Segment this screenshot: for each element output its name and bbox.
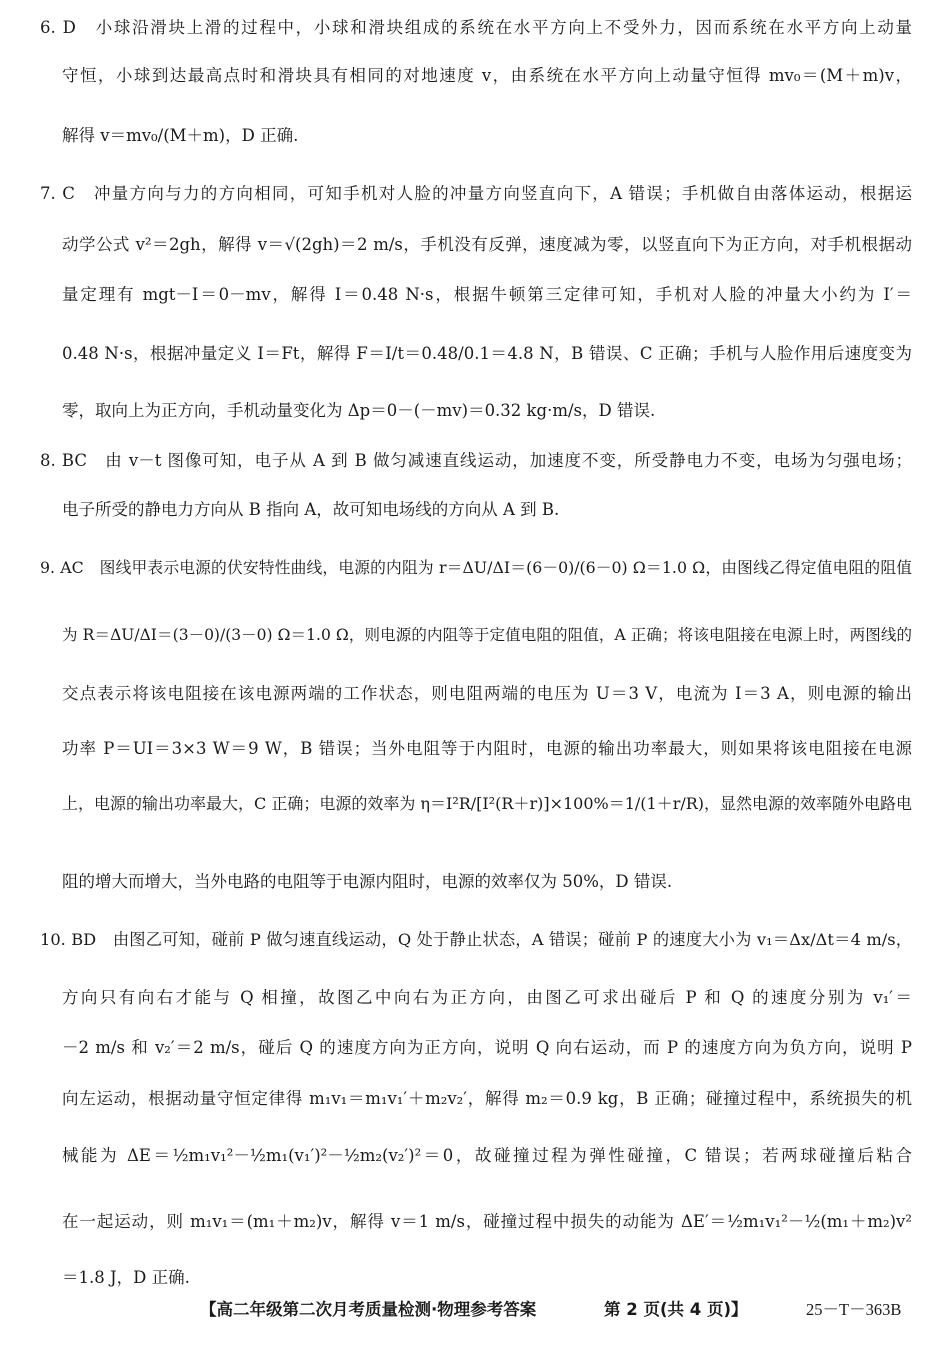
- answer-10-line-4: 向左运动，根据动量守恒定律得 m₁v₁＝m₁v₁′＋m₂v₂′，解得 m₂＝0.9 kg，B 正确；碰撞过程中，系统损失的机: [62, 1089, 912, 1108]
- footer-page-number: 第 2 页(共 4 页)】: [604, 1300, 748, 1319]
- answer-10-line-3: －2 m/s 和 v₂′＝2 m/s，碰后 Q 的速度方向为正方向，说明 Q 向右运动，而 P 的速度方向为负方向，说明 P: [62, 1038, 912, 1057]
- page-footer: [0, 1296, 950, 1324]
- answer-10-line-7: ＝1.8 J，D 正确.: [62, 1268, 190, 1287]
- answer-8-line-2: 电子所受的静电力方向从 B 指向 A，故可知电场线的方向从 A 到 B.: [62, 500, 560, 519]
- answer-10-line-2: 方向只有向右才能与 Q 相撞，故图乙中向右为正方向，由图乙可求出碰后 P 和 Q 的速度分别为 v₁′＝: [62, 988, 912, 1007]
- footer-title: 【高二年级第二次月考质量检测·物理参考答案: [200, 1300, 537, 1319]
- answer-9-line-1: 9. AC 图线甲表示电源的伏安特性曲线，电源的内阻为 r＝ΔU/ΔI＝(6－0)/(6－0) Ω＝1.0 Ω，由图线乙得定值电阻的阻值: [40, 558, 912, 577]
- answer-9-line-2: 为 R＝ΔU/ΔI＝(3－0)/(3－0) Ω＝1.0 Ω，则电源的内阻等于定值电阻的阻值，A 正确；将该电阻接在电源上时，两图线的: [62, 626, 912, 644]
- answer-9-line-3: 交点表示将该电阻接在该电源两端的工作状态，则电阻两端的电压为 U＝3 V，电流为 I＝3 A，则电源的输出: [62, 684, 912, 703]
- answer-10-line-5: 械能为 ΔE＝½m₁v₁²－½m₁(v₁′)²－½m₂(v₂′)²＝0，故碰撞过程为弹性碰撞，C 错误；若两球碰撞后粘合: [62, 1146, 912, 1165]
- answer-8-line-1: 8. BC 由 v－t 图像可知，电子从 A 到 B 做匀减速直线运动，加速度不变，所受静电力不变，电场为匀强电场；: [40, 451, 912, 470]
- answer-6-line-3: 解得 v＝mv₀/(M＋m)，D 正确.: [62, 126, 299, 145]
- answer-10-line-6: 在一起运动，则 m₁v₁＝(m₁＋m₂)v，解得 v＝1 m/s，碰撞过程中损失的动能为 ΔE′＝½m₁v₁²－½(m₁＋m₂)v²: [62, 1212, 912, 1231]
- answer-9-line-4: 功率 P＝UI＝3×3 W＝9 W，B 错误；当外电阻等于内阻时，电源的输出功率最大，则如果将该电阻接在电源: [62, 739, 912, 758]
- answer-7-line-1: 7. C 冲量方向与力的方向相同，可知手机对人脸的冲量方向竖直向下，A 错误；手机做自由落体运动，根据运: [40, 184, 912, 203]
- answer-7-line-5: 零，取向上为正方向，手机动量变化为 Δp＝0－(－mv)＝0.32 kg·m/s，D 错误.: [62, 401, 656, 420]
- answer-7-line-2: 动学公式 v²＝2gh，解得 v＝√(2gh)＝2 m/s，手机没有反弹，速度减为零，以竖直向下为正方向，对手机根据动: [62, 235, 912, 254]
- answer-6-line-1: 6. D 小球沿滑块上滑的过程中，小球和滑块组成的系统在水平方向上不受外力，因而系统在水平方向上动量: [40, 18, 912, 37]
- answer-9-line-5: 上，电源的输出功率最大，C 正确；电源的效率为 η＝I²R/[I²(R＋r)]×100%＝1/(1＋r/R)，显然电源的效率随外电路电: [62, 794, 913, 813]
- answer-7-line-3: 量定理有 mgt－I＝0－mv，解得 I＝0.48 N·s，根据牛顿第三定律可知，手机对人脸的冲量大小约为 I′＝: [62, 285, 912, 304]
- answer-10-line-1: 10. BD 由图乙可知，碰前 P 做匀速直线运动，Q 处于静止状态，A 错误；碰前 P 的速度大小为 v₁＝Δx/Δt＝4 m/s，: [40, 930, 912, 949]
- answer-9-line-6: 阻的增大而增大，当外电路的电阻等于电源内阻时，电源的效率仅为 50%，D 错误.: [62, 872, 673, 891]
- footer-code: 25－T－363B: [806, 1300, 902, 1319]
- answer-6-line-2: 守恒，小球到达最高点时和滑块具有相同的对地速度 v，由系统在水平方向上动量守恒得 mv₀＝(M＋m)v，: [62, 66, 912, 85]
- answer-7-line-4: 0.48 N·s，根据冲量定义 I＝Ft，解得 F＝I/t＝0.48/0.1＝4.8 N，B 错误、C 正确；手机与人脸作用后速度变为: [62, 344, 912, 363]
